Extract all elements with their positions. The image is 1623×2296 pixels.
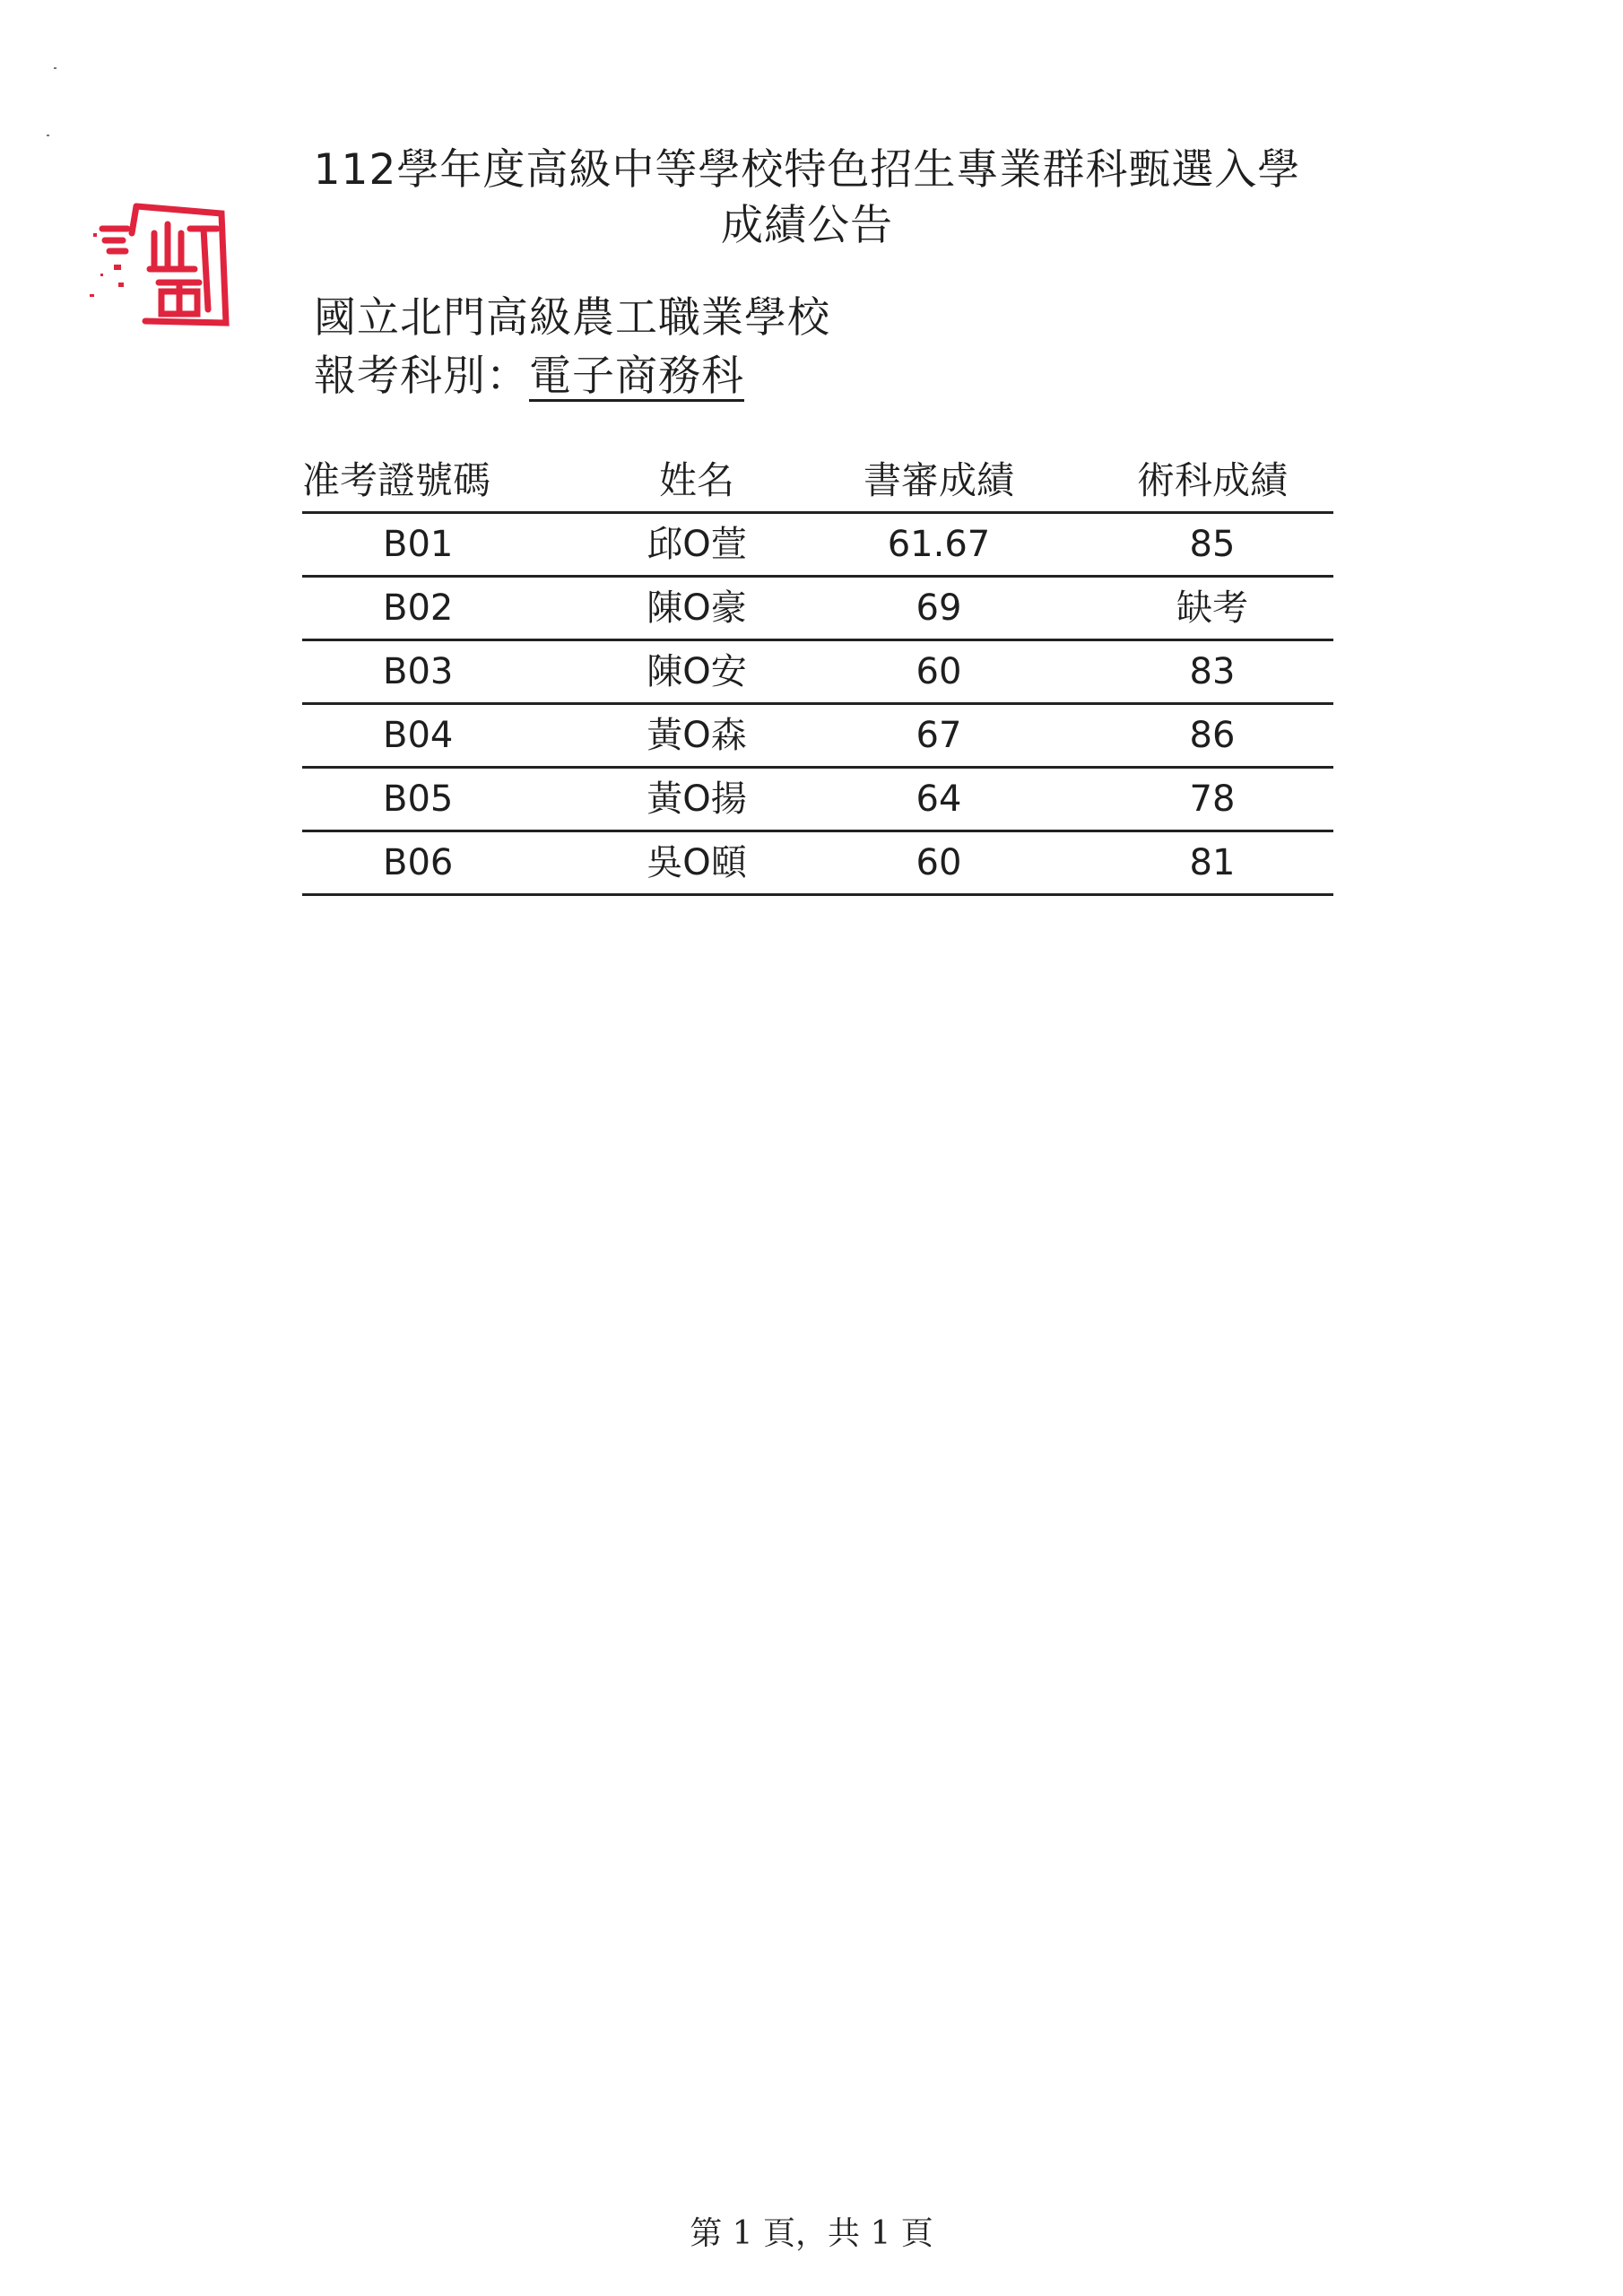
name-cell: 黃O森 [647,715,747,756]
header-practical-score: 術科成績 [1136,458,1288,502]
exam-number-cell: B03 [383,651,454,692]
practical-score-cell: 缺考 [1176,587,1248,629]
table-row [302,514,1333,578]
school-name: 國立北門高級農工職業學校 [314,293,830,343]
exam-number-cell: B06 [383,842,454,883]
exam-number-cell: B04 [383,715,454,756]
document-score-cell: 67 [916,715,962,756]
practical-score-cell: 83 [1189,651,1236,692]
exam-number-cell: B02 [383,587,454,629]
name-cell: 陳O安 [647,651,747,692]
name-cell: 陳O豪 [647,587,747,629]
document-score-cell: 60 [916,842,962,883]
table-header-row [302,450,1333,514]
scan-speck [54,67,56,69]
name-cell: 吳O頤 [647,842,747,883]
table-row [302,641,1333,705]
scan-speck [47,135,49,136]
header-exam-number: 准考證號碼 [302,458,491,502]
practical-score-cell: 85 [1189,524,1236,565]
official-seal-stamp [82,197,235,332]
practical-score-cell: 78 [1189,778,1236,820]
practical-score-cell: 81 [1189,842,1236,883]
document-score-cell: 64 [916,778,962,820]
page-title: 112學年度高級中等學校特色招生專業群科甄選入學 [313,145,1301,195]
table-row [302,832,1333,896]
department-line [314,350,744,404]
table-row [302,705,1333,769]
document-score-cell: 61.67 [887,524,991,565]
header-document-score: 書審成績 [863,458,1014,502]
department-value: 電子商務科 [529,352,744,401]
document-score-cell: 69 [916,587,962,629]
table-row [302,769,1333,832]
exam-number-cell: B01 [383,524,454,565]
page-number-footer: 第 1 頁，共 1 頁 [690,2215,933,2252]
practical-score-cell: 86 [1189,715,1236,756]
table-row [302,578,1333,641]
exam-number-cell: B05 [383,778,454,820]
department-label: 報考科別： [314,352,529,401]
score-table [302,450,1333,896]
document-score-cell: 60 [916,651,962,692]
name-cell: 邱O萱 [647,524,747,565]
name-cell: 黃O揚 [647,778,747,820]
header-name: 姓名 [658,458,734,502]
page-subtitle: 成績公告 [721,201,893,250]
